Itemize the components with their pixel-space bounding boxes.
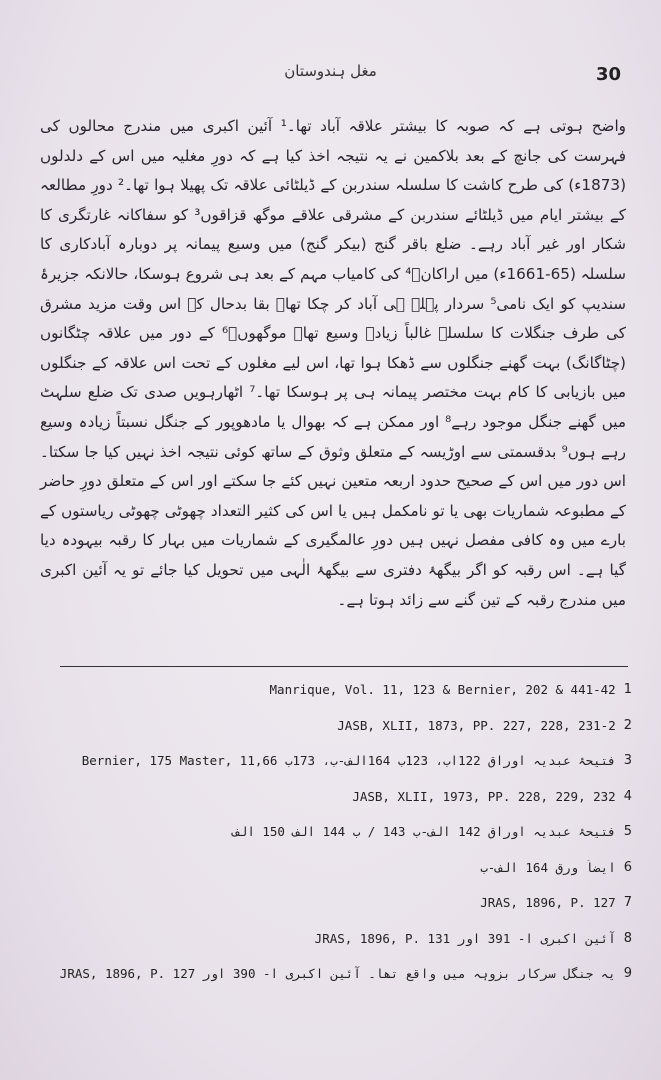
footnote-number: 9 — [623, 966, 632, 981]
footnote — [52, 682, 632, 718]
footnote — [52, 966, 632, 1002]
footnote-number: 2 — [623, 717, 632, 733]
footnote-text: ایضاً ورق 164 الف-ب — [480, 859, 616, 875]
footnote-number: 7 — [623, 895, 632, 910]
footnote-number: 4 — [623, 788, 632, 804]
footnote — [52, 931, 632, 967]
body-paragraph: واضح ہوتی ہے کہ صوبہ کا بیشتر علاقہ آباد تھا۔¹ آئین اکبری میں مندرج محالوں کی فہرست کی جانچ کے بعد بلاکمین نے یہ نتیجہ اخذ کیا ہے کہ دورِ مغلیہ میں اس کے دلدلوں (1873ء) کی طرح کاشت کا سلسلہ سندربن کے ڈیلٹائی علاقہ تک پھیلا ہوا تھا۔² دورِ مطالعہ کے بیشتر ایام میں ڈیلٹائے سندربن کے مشرقی علاقے موگھ قزاقوں³ کو سفاکانہ غارتگری کا شکار اور غیر آباد رہے۔ ضلع باقر گنج (بیکر گنج) میں وسیع پیمانہ پر دوبارہ آبادکاری کا سلسلہ (65-1661ء) میں اراکانؔ⁴ کی کامیاب مہم کے بعد ہی شروع ہوسکا، حالانکہ جزیرۂ سندیپ کو ایک نامی⁵ سردار پہلے ہی آباد کر چکا تھا۔ بقا بدحال کے اس وقت مزید مشرق کی طرف جنگلات کا سلسلہ غالباً زیادہ وسیع تھا۔ موگھوںؔ⁶ کے دور میں علاقہ چٹگانوں (چٹاگانگ) بہت گھنے جنگلوں سے ڈھکا ہوا تھا، اس لیے مغلوں کے تحت اس علاقہ کے جنگلوں میں بازیابی کا کام بہت مختصر پیمانہ ہی پر ہوسکا تھا۔⁷ اٹھارہویں صدی تک ضلع سلہٹ میں گھنے جنگل موجود رہے⁸ اور ممکن ہے کہ بھوال یا مادھوپور کے جنگل نسبتاً زیادہ وسیع رہے ہوں⁹ بدقسمتی سے اوڑیسہ کے متعلق وثوق کے ساتھ کوئی نتیجہ اخذ نہیں کیا جا سکتا۔ اس دور میں اس کے صحیح حدود اربعہ متعین نہیں کئے جا سکتے اور اس کے متعلق دورِ حاضر کے مطبوعہ شماریات بھی یا تو نامکمل ہیں یا اس کی کثیر التعداد چھوٹی چھوٹی ریاستوں کے بارے میں وہ کافی مفصل نہیں ہیں دورِ عالمگیری کے شماریات میں بہار کا رقبہ بیہودہ دیا گیا ہے۔ اس رقبہ کو اگر بیگھۂ دفتری سے بیگھۂ الٰہی میں تحویل کیا جائے تو یہ آئین اکبری میں مندرج رقبہ کے تین گنے سے زائد ہوتا ہے۔ — [40, 117, 627, 609]
page-number: 30 — [595, 64, 621, 85]
body-text — [40, 112, 626, 615]
footnote — [52, 753, 632, 789]
footnote-text: Manrique, Vol. 11, 123 & Bernier, 202 & 441-42 — [269, 682, 616, 697]
footnote — [52, 895, 632, 931]
footnotes — [52, 682, 632, 1002]
footnote-text: JRAS, 1896, P. 127 — [480, 895, 616, 910]
footnote-text: یہ جنگل سرکار بزوہہ میں واقع تھا۔ آئین اکبری ا- 390 اور JRAS, 1896, P. 127 — [59, 966, 616, 981]
footnote — [52, 824, 632, 860]
footnote-number: 5 — [623, 824, 632, 839]
running-title: مغل ہندوستان — [284, 62, 377, 80]
footnote-divider — [60, 666, 628, 667]
footnote-number: 8 — [623, 930, 632, 946]
footnote-text: فتیحۂ عبدیہ اوراق 142 الف-ب 143 / ب 144 الف 150 الف — [232, 824, 616, 839]
footnote-text: آئین اکبری ا- 391 اور JRAS, 1896, P. 131 — [314, 930, 616, 946]
footnote-text: JASB, XLII, 1873, PP. 227, 228, 231-2 — [337, 717, 616, 733]
page-header — [40, 60, 621, 90]
footnote-number: 6 — [623, 859, 632, 875]
footnote — [52, 718, 632, 754]
footnote-text: فتیحۂ عبدیہ اوراق 122اب، 123ب 164الف-ب، 173ب Bernier, 175 Master, 11,66 — [81, 753, 616, 768]
footnote-number: 1 — [623, 682, 632, 697]
footnote — [52, 789, 632, 825]
footnote — [52, 860, 632, 896]
footnote-number: 3 — [623, 753, 632, 768]
footnote-text: JASB, XLII, 1973, PP. 228, 229, 232 — [352, 788, 616, 804]
